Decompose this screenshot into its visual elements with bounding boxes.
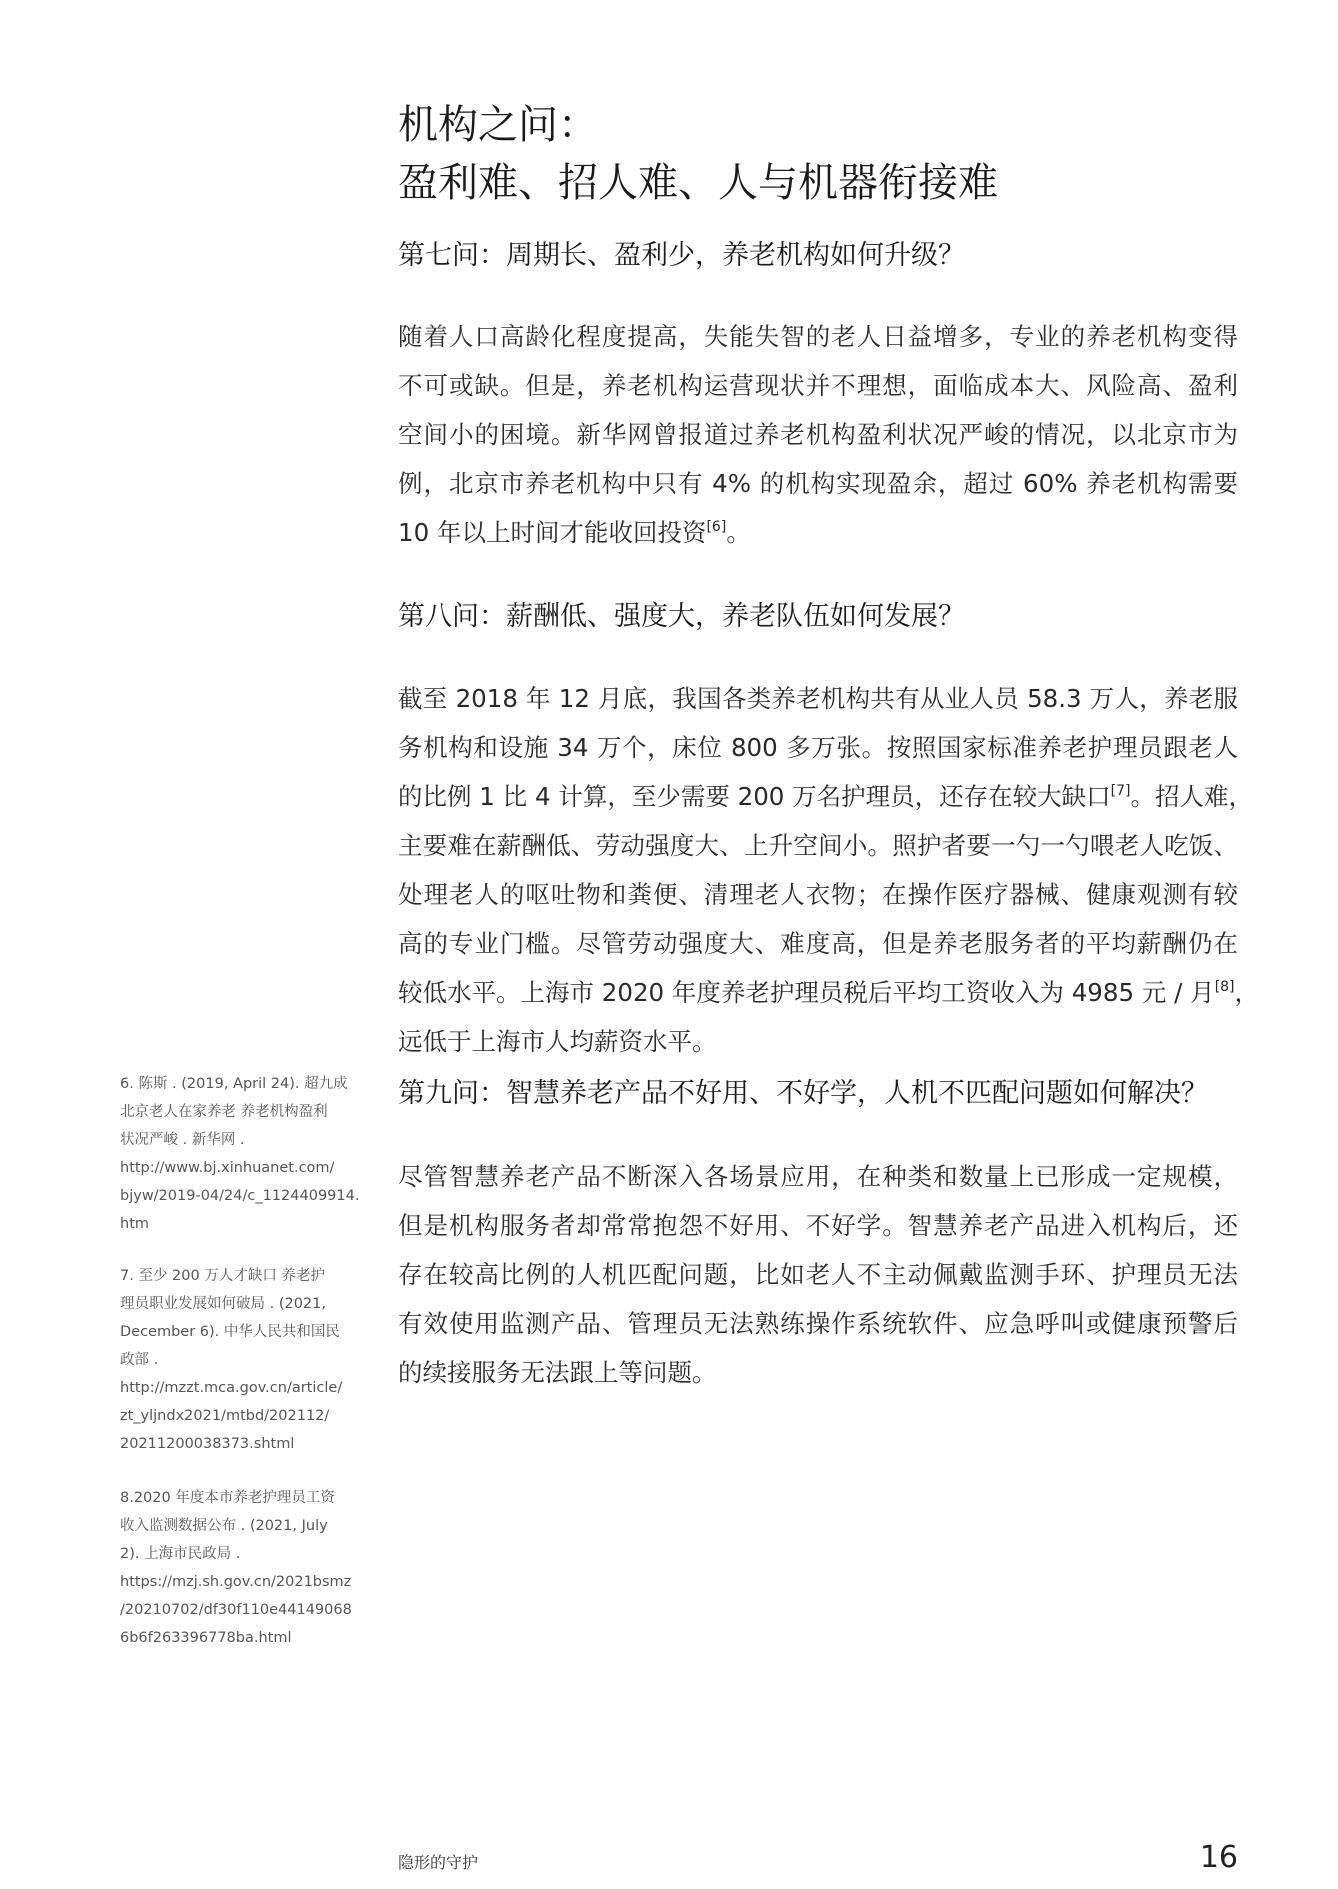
paragraph-line: 务机构和设施 34 万个，床位 800 多万张。按照国家标准养老护理员跟老人	[398, 733, 1238, 762]
section-title-line-2: 盈利难、招人难、人与机器衔接难	[398, 160, 998, 206]
paragraph-line	[398, 772, 1254, 821]
footnote-line: 8.2020 年度本市养老护理员工资	[120, 1490, 335, 1506]
page-number: 16	[1199, 1840, 1238, 1875]
paragraph-line: 随着人口高龄化程度提高，失能失智的老人日益增多，专业的养老机构变得	[398, 322, 1238, 351]
footnote-link: zt_yljndx2021/mtbd/202112/	[120, 1408, 330, 1424]
paragraph-line	[398, 508, 1238, 557]
paragraph-line: 空间小的困境。新华网曾报道过养老机构盈利状况严峻的情况，以北京市为	[398, 420, 1238, 449]
paragraph-line: 主要难在薪酬低、劳动强度大、上升空间小。照护者要一勺一勺喂老人吃饭、	[398, 831, 1238, 860]
reference-marker: [7]	[1110, 783, 1131, 799]
footnote-link: 6b6f263396778ba.html	[120, 1630, 292, 1646]
footnote-link: /20210702/df30f110e44149068	[120, 1602, 352, 1618]
paragraph-line: 但是机构服务者却常常抱怨不好用、不好学。智慧养老产品进入机构后，还	[398, 1211, 1238, 1240]
paragraph-text: 10 年以上时间才能收回投资	[398, 518, 707, 547]
footnote-line: 状况严峻 . 新华网 .	[120, 1132, 245, 1148]
question-7-heading: 第七问：周期长、盈利少，养老机构如何升级？	[398, 240, 965, 271]
footnote-link: https://mzj.sh.gov.cn/2021bsmz	[120, 1574, 352, 1590]
footnote-line: 6. 陈斯 . (2019, April 24). 超九成	[120, 1076, 348, 1092]
section-title-line-1: 机构之问：	[398, 102, 598, 148]
paragraph-text: 的比例 1 比 4 计算，至少需要 200 万名护理员，还存在较大缺口	[398, 782, 1111, 811]
footnote-link: htm	[120, 1216, 149, 1232]
reference-marker: [8]	[1214, 979, 1235, 995]
paragraph-line: 的续接服务无法跟上等问题。	[398, 1358, 717, 1387]
paragraph-line: 截至 2018 年 12 月底，我国各类养老机构共有从业人员 58.3 万人，养老服	[398, 684, 1238, 713]
footer-label: 隐形的守护	[398, 1853, 479, 1872]
question-9-heading: 第九问：智慧养老产品不好用、不好学，人机不匹配问题如何解决？	[398, 1078, 1208, 1109]
paragraph-line: 尽管智慧养老产品不断深入各场景应用，在种类和数量上已形成一定规模，	[398, 1162, 1238, 1191]
paragraph-line: 例，北京市养老机构中只有 4% 的机构实现盈余，超过 60% 养老机构需要	[398, 469, 1238, 498]
footnote-line: December 6). 中华人民共和国民	[120, 1324, 340, 1340]
footnote-link: http://www.bj.xinhuanet.com/	[120, 1160, 335, 1176]
footnote-link: 20211200038373.shtml	[120, 1436, 295, 1452]
footnote-line: 理员职业发展如何破局 . (2021,	[120, 1296, 326, 1312]
paragraph-text: 。招人难，	[1130, 782, 1254, 811]
footnote-line: 政部 .	[120, 1352, 159, 1368]
paragraph-line: 处理老人的呕吐物和粪便、清理老人衣物；在操作医疗器械、健康观测有较	[398, 880, 1238, 909]
paragraph-line	[398, 968, 1260, 1017]
question-9-paragraph	[398, 1152, 1238, 1397]
footnote-line: 2). 上海市民政局 .	[120, 1546, 241, 1562]
paragraph-text: 。	[726, 518, 751, 547]
question-7-paragraph	[398, 312, 1238, 557]
footnote-link: http://mzzt.mca.gov.cn/article/	[120, 1380, 343, 1396]
paragraph-line: 存在较高比例的人机匹配问题，比如老人不主动佩戴监测手环、护理员无法	[398, 1260, 1238, 1289]
footnote-link: bjyw/2019-04/24/c_1124409914.	[120, 1188, 360, 1204]
footnote-7	[120, 1262, 360, 1458]
paragraph-line: 不可或缺。但是，养老机构运营现状并不理想，面临成本大、风险高、盈利	[398, 371, 1238, 400]
reference-marker: [6]	[706, 519, 727, 535]
paragraph-text: ，	[1234, 978, 1260, 1007]
footnote-line: 7. 至少 200 万人才缺口 养老护	[120, 1268, 325, 1284]
footnote-6	[120, 1070, 360, 1238]
footnote-line: 北京老人在家养老 养老机构盈利	[120, 1104, 328, 1120]
paragraph-line: 远低于上海市人均薪资水平。	[398, 1027, 717, 1056]
footnote-line: 收入监测数据公布 . (2021, July	[120, 1518, 328, 1534]
paragraph-line: 高的专业门槛。尽管劳动强度大、难度高，但是养老服务者的平均薪酬仍在	[398, 929, 1238, 958]
section-title	[398, 96, 998, 212]
paragraph-text: 较低水平。上海市 2020 年度养老护理员税后平均工资收入为 4985 元 / 月	[398, 978, 1215, 1007]
paragraph-line: 有效使用监测产品、管理员无法熟练操作系统软件、应急呼叫或健康预警后	[398, 1309, 1238, 1338]
question-8-paragraph	[398, 674, 1260, 1066]
question-8-heading: 第八问：薪酬低、强度大，养老队伍如何发展？	[398, 601, 965, 632]
footnote-8	[120, 1484, 360, 1652]
